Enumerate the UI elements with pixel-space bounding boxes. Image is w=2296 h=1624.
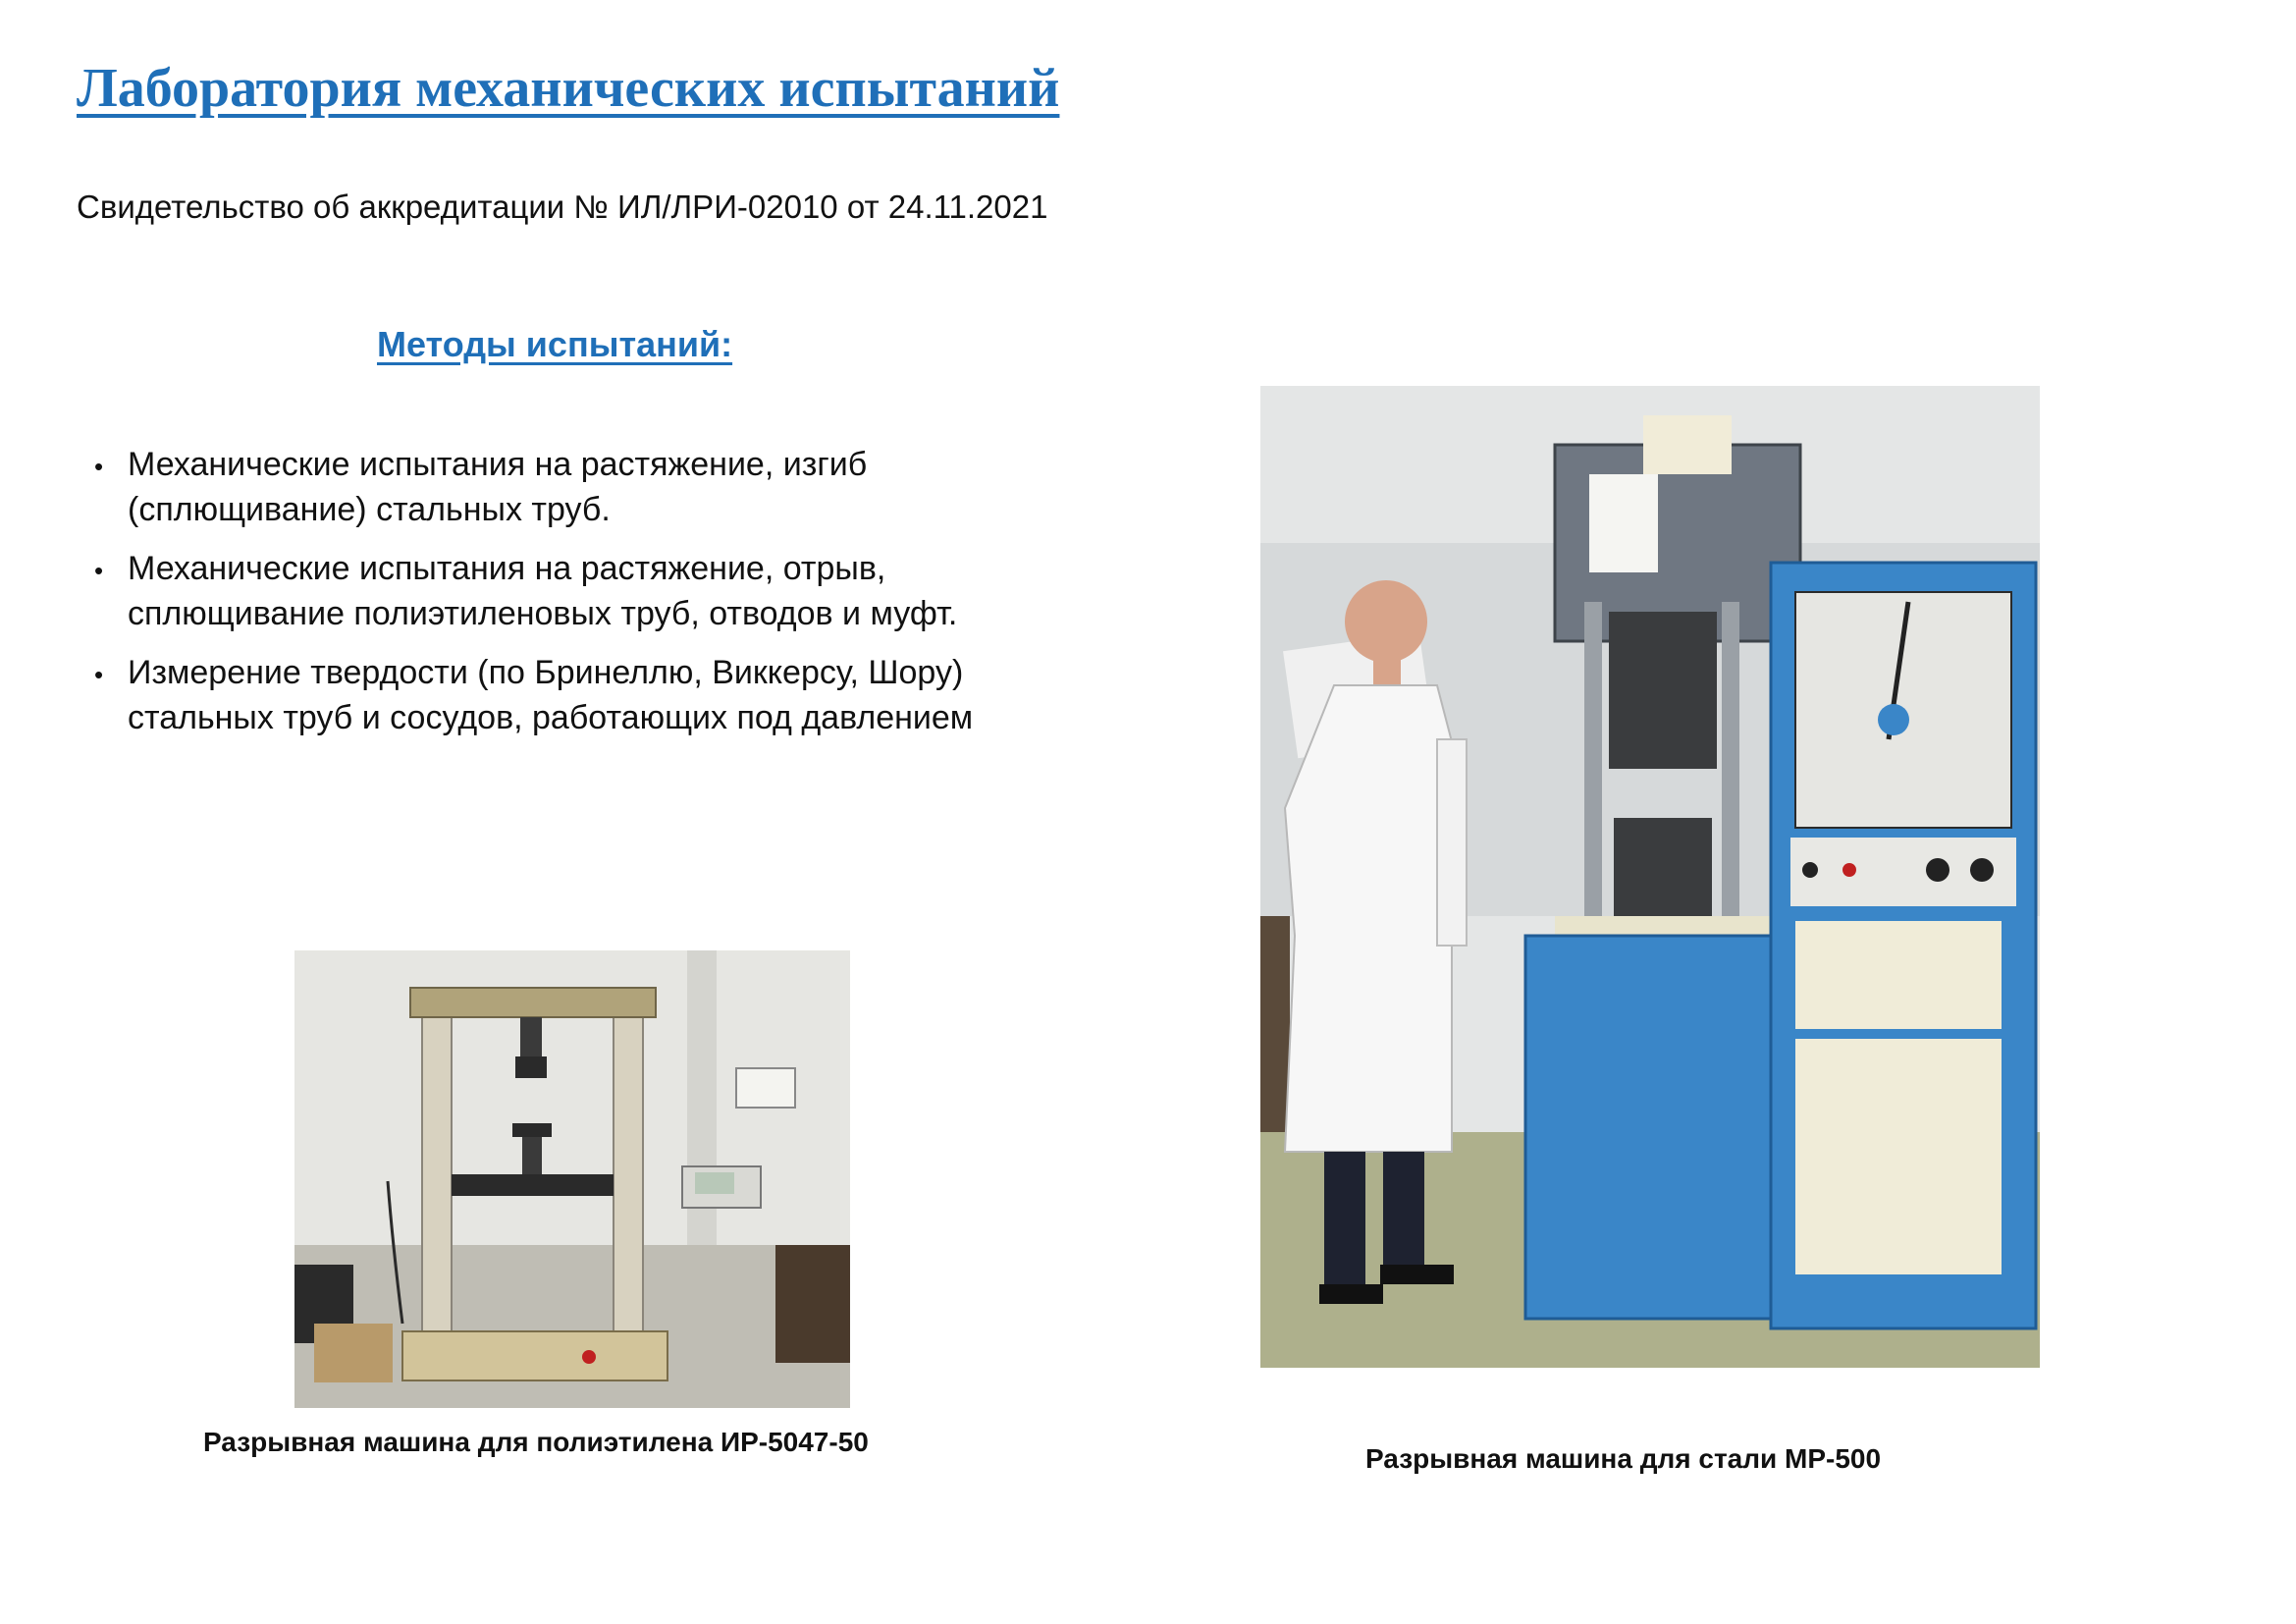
methods-heading: Методы испытаний: (377, 324, 733, 364)
bullet-icon: • (94, 452, 104, 481)
methods-item (94, 546, 1099, 636)
caption-steel-machine: Разрывная машина для стали МР-500 (1365, 1443, 1882, 1474)
photo-polyethylene-tensile-machine (294, 950, 850, 1408)
methods-item-text: Механические испытания на растяжение, отрыв, сплющивание полиэтиленовых труб, отводов и муфт. (128, 550, 958, 632)
accreditation-certificate: Свидетельство об аккредитации № ИЛ/ЛРИ-02010 от 24.11.2021 (77, 189, 1048, 225)
bullet-icon: • (94, 556, 104, 585)
page-title: Лаборатория механических испытаний (77, 58, 1060, 119)
caption-polyethylene-machine: Разрывная машина для полиэтилена ИР-5047-50 (203, 1427, 869, 1457)
methods-item-text: Измерение твердости (по Бринеллю, Виккерсу, Шору) стальных труб и сосудов, работающих под давлением (128, 654, 974, 736)
methods-item (94, 650, 1099, 740)
photo-steel-tensile-machine (1260, 386, 2040, 1368)
tensile-machine-illustration (294, 950, 850, 1408)
methods-item-text: Механические испытания на растяжение, изгиб (сплющивание) стальных труб. (128, 446, 868, 528)
methods-list (94, 442, 1076, 754)
steel-machine-illustration (1260, 386, 2040, 1368)
bullet-icon: • (94, 660, 104, 689)
methods-item (94, 442, 1099, 532)
